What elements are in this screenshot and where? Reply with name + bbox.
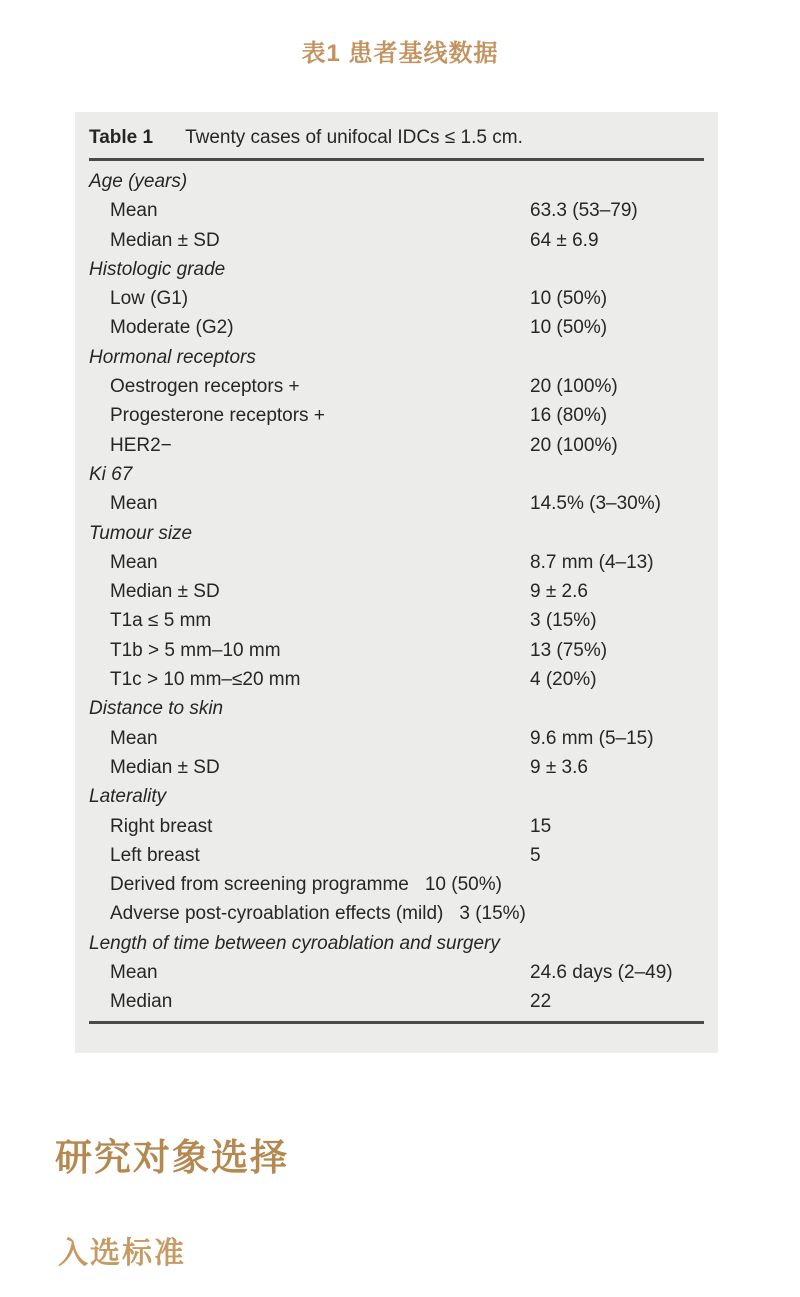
row-label: Mean xyxy=(110,200,158,222)
row-value: 9.6 mm (5–15) xyxy=(530,727,654,749)
row-label: T1a ≤ 5 mm xyxy=(110,610,212,632)
row-label: Ki 67 xyxy=(89,463,133,485)
row-label: Median ± SD xyxy=(110,756,220,778)
row-label: Median ± SD xyxy=(110,229,220,251)
row-label: Length of time between cyroablation and surgery xyxy=(89,932,500,954)
row-label: T1c > 10 mm–≤20 mm xyxy=(110,669,301,691)
table-row xyxy=(89,665,704,694)
table-top-rule xyxy=(89,158,704,161)
table-bottom-rule xyxy=(89,1021,704,1024)
row-value: 15 xyxy=(530,815,552,837)
table-row xyxy=(89,255,704,284)
table-row xyxy=(89,372,704,401)
row-value: 5 xyxy=(530,844,541,866)
table-row xyxy=(89,870,704,899)
row-label: Mean xyxy=(110,962,158,984)
row-label: Left breast xyxy=(110,844,200,866)
row-value: 22 xyxy=(530,991,552,1013)
row-value: 24.6 days (2–49) xyxy=(530,962,673,984)
table-row xyxy=(89,812,704,841)
row-label: Median xyxy=(110,991,173,1013)
row-value: 13 (75%) xyxy=(530,639,608,661)
table-caption: Twenty cases of unifocal IDCs ≤ 1.5 cm. xyxy=(185,127,523,148)
table-row xyxy=(89,489,704,518)
table-row xyxy=(89,782,704,811)
section-heading: 研究对象选择 xyxy=(55,1135,289,1179)
row-label: Tumour size xyxy=(89,522,193,544)
table-header xyxy=(89,112,704,150)
row-value: 4 (20%) xyxy=(530,669,597,691)
row-label: Mean xyxy=(110,551,158,573)
row-label: Histologic grade xyxy=(89,258,226,280)
subsection-heading: 入选标准 xyxy=(58,1236,186,1271)
row-value: 3 (15%) xyxy=(459,903,526,925)
table-row xyxy=(89,577,704,606)
table-row xyxy=(89,519,704,548)
table-row xyxy=(89,841,704,870)
table-row xyxy=(89,636,704,665)
row-value: 10 (50%) xyxy=(424,874,502,896)
table-row xyxy=(89,167,704,196)
table-row xyxy=(89,226,704,255)
row-label: Low (G1) xyxy=(110,288,189,310)
table-row xyxy=(89,401,704,430)
row-label: T1b > 5 mm–10 mm xyxy=(110,639,281,661)
row-label: Mean xyxy=(110,493,158,515)
row-value: 3 (15%) xyxy=(530,610,597,632)
row-label: Derived from screening programme xyxy=(110,874,409,896)
table-row xyxy=(89,460,704,489)
row-label: Moderate (G2) xyxy=(110,317,234,339)
table-row xyxy=(89,899,704,928)
table-row xyxy=(89,196,704,225)
row-label: Adverse post-cyroablation effects (mild) xyxy=(110,903,444,925)
row-value: 16 (80%) xyxy=(530,405,608,427)
table-row xyxy=(89,694,704,723)
table-body xyxy=(89,167,704,1017)
row-label: Median ± SD xyxy=(110,581,220,603)
table-row xyxy=(89,606,704,635)
table-row xyxy=(89,753,704,782)
row-value: 8.7 mm (4–13) xyxy=(530,551,654,573)
row-label: HER2− xyxy=(110,434,172,456)
table-label: Table 1 xyxy=(89,127,154,148)
row-value: 64 ± 6.9 xyxy=(530,229,599,251)
table-row xyxy=(89,343,704,372)
row-label: Age (years) xyxy=(89,171,188,192)
table-row xyxy=(89,284,704,313)
row-value: 63.3 (53–79) xyxy=(530,200,638,222)
table-row xyxy=(89,431,704,460)
row-label: Hormonal receptors xyxy=(89,346,256,368)
row-value: 9 ± 2.6 xyxy=(530,581,588,603)
translated-table-title: 表1 患者基线数据 xyxy=(301,40,499,67)
row-value: 20 (100%) xyxy=(530,434,618,456)
row-label: Mean xyxy=(110,727,158,749)
table-row xyxy=(89,987,704,1016)
table-row xyxy=(89,548,704,577)
row-value: 9 ± 3.6 xyxy=(530,756,588,778)
row-label: Distance to skin xyxy=(89,698,224,720)
row-value: 10 (50%) xyxy=(530,317,608,339)
row-value: 20 (100%) xyxy=(530,376,618,398)
row-value: 10 (50%) xyxy=(530,288,608,310)
row-label: Oestrogen receptors + xyxy=(110,376,300,398)
row-label: Right breast xyxy=(110,815,213,837)
table-figure xyxy=(75,112,718,1053)
row-label: Progesterone receptors + xyxy=(110,405,325,427)
row-value: 14.5% (3–30%) xyxy=(530,493,661,515)
table-row xyxy=(89,929,704,958)
table-row xyxy=(89,724,704,753)
row-label: Laterality xyxy=(89,786,167,808)
table-row xyxy=(89,958,704,987)
table-row xyxy=(89,313,704,342)
